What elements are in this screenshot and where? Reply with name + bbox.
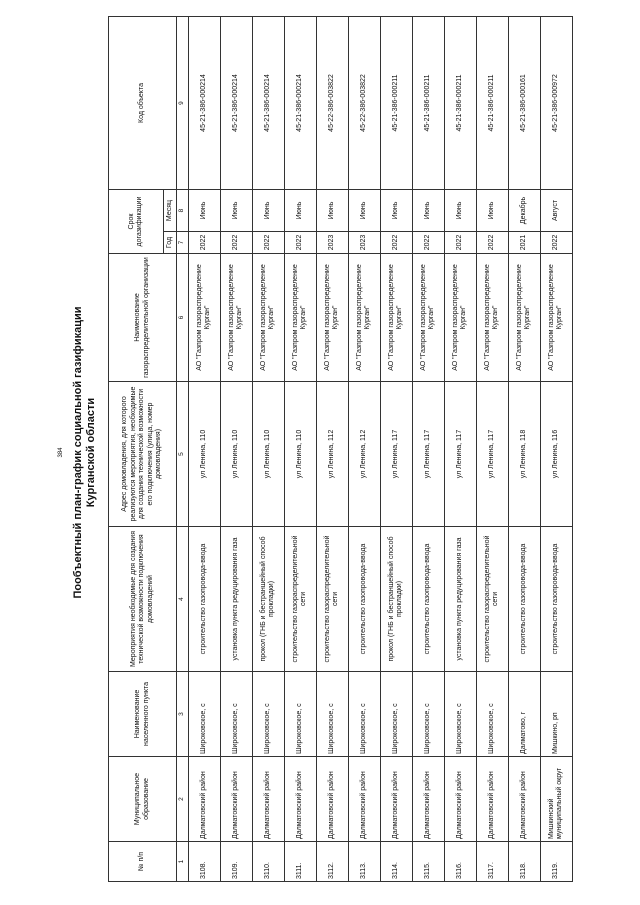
cell-organization: АО "Газпром газораспределение Курган" xyxy=(476,254,508,382)
cell-settlement: Широковское, с xyxy=(252,672,284,757)
cell-year: 2022 xyxy=(476,232,508,254)
cell-year: 2022 xyxy=(380,232,412,254)
header-address: Адрес домовладения, для которого реализуются мероприятия, необходимые для создания технической возможности его подключения (улица, номер домовладения) xyxy=(109,382,177,527)
column-number: 1 xyxy=(177,842,189,882)
cell-organization: АО "Газпром газораспределение Курган" xyxy=(540,254,572,382)
cell-year: 2021 xyxy=(508,232,540,254)
cell-object-code: 45-21-386-000161 xyxy=(508,17,540,190)
cell-municipality: Далматовский район xyxy=(188,757,220,842)
cell-year: 2022 xyxy=(540,232,572,254)
cell-num: 3116. xyxy=(444,842,476,882)
table-row xyxy=(348,17,380,882)
cell-municipality: Далматовский район xyxy=(220,757,252,842)
table-row xyxy=(540,17,572,882)
cell-organization: АО "Газпром газораспределение Курган" xyxy=(220,254,252,382)
table-row xyxy=(476,17,508,882)
title-line-1: Пообъектный план-график социальной газификации xyxy=(72,306,84,599)
cell-address: ул Ленина, 112 xyxy=(316,382,348,527)
cell-organization: АО "Газпром газораспределение Курган" xyxy=(412,254,444,382)
cell-address: ул Ленина, 117 xyxy=(380,382,412,527)
cell-municipality: Далматовский район xyxy=(412,757,444,842)
cell-object-code: 45-21-386-000211 xyxy=(444,17,476,190)
page-title xyxy=(72,0,98,905)
cell-month: Июнь xyxy=(348,190,380,232)
cell-municipality: Далматовский район xyxy=(284,757,316,842)
cell-month: Июнь xyxy=(412,190,444,232)
cell-measures: строительство газораспределительной сети xyxy=(476,527,508,672)
cell-settlement: Широковское, с xyxy=(220,672,252,757)
cell-measures: установка пункта редуцирования газа xyxy=(444,527,476,672)
cell-measures: строительство газопровода-ввода xyxy=(508,527,540,672)
header-measures: Мероприятия необходимые для создания технической возможности подключения домовладений xyxy=(109,527,177,672)
cell-object-code: 45-21-386-000211 xyxy=(476,17,508,190)
cell-organization: АО "Газпром газораспределение Курган" xyxy=(508,254,540,382)
column-number: 4 xyxy=(177,527,189,672)
cell-municipality: Далматовский район xyxy=(476,757,508,842)
cell-month: Июнь xyxy=(444,190,476,232)
cell-municipality: Мишкинский муниципальный округ xyxy=(540,757,572,842)
cell-num: 3112. xyxy=(316,842,348,882)
cell-year: 2022 xyxy=(444,232,476,254)
cell-measures: прокол (ГНБ и бестраншейный способ прокладки) xyxy=(380,527,412,672)
cell-month: Июнь xyxy=(284,190,316,232)
cell-year: 2023 xyxy=(316,232,348,254)
cell-settlement: Широковское, с xyxy=(476,672,508,757)
cell-num: 3118. xyxy=(508,842,540,882)
header-object-code: Код объекта xyxy=(109,17,177,190)
cell-year: 2023 xyxy=(348,232,380,254)
cell-settlement: Широковское, с xyxy=(316,672,348,757)
header-term: Срок догазификации xyxy=(109,190,164,254)
cell-month: Июнь xyxy=(316,190,348,232)
cell-month: Июнь xyxy=(220,190,252,232)
cell-object-code: 45-21-386-000214 xyxy=(188,17,220,190)
column-number: 6 xyxy=(177,254,189,382)
cell-object-code: 45-22-386-003822 xyxy=(348,17,380,190)
cell-measures: строительство газопровода-ввода xyxy=(540,527,572,672)
table-row xyxy=(188,17,220,882)
cell-organization: АО "Газпром газораспределение Курган" xyxy=(284,254,316,382)
cell-year: 2022 xyxy=(252,232,284,254)
cell-month: Август xyxy=(540,190,572,232)
cell-municipality: Далматовский район xyxy=(380,757,412,842)
cell-object-code: 45-21-386-000214 xyxy=(284,17,316,190)
cell-year: 2022 xyxy=(220,232,252,254)
cell-num: 3113. xyxy=(348,842,380,882)
cell-month: Июнь xyxy=(380,190,412,232)
cell-month: Декабрь xyxy=(508,190,540,232)
cell-organization: АО "Газпром газораспределение Курган" xyxy=(188,254,220,382)
cell-address: ул Ленина, 112 xyxy=(348,382,380,527)
cell-address: ул Ленина, 110 xyxy=(220,382,252,527)
cell-num: 3119. xyxy=(540,842,572,882)
cell-measures: строительство газораспределительной сети xyxy=(284,527,316,672)
column-number: 2 xyxy=(177,757,189,842)
cell-address: ул Ленина, 110 xyxy=(284,382,316,527)
cell-organization: АО "Газпром газораспределение Курган" xyxy=(252,254,284,382)
table-row xyxy=(284,17,316,882)
cell-month: Июнь xyxy=(476,190,508,232)
cell-settlement: Далматово, г xyxy=(508,672,540,757)
cell-address: ул Ленина, 117 xyxy=(412,382,444,527)
cell-measures: установка пункта редуцирования газа xyxy=(220,527,252,672)
cell-year: 2022 xyxy=(412,232,444,254)
column-number: 5 xyxy=(177,382,189,527)
cell-settlement: Широковское, с xyxy=(284,672,316,757)
cell-num: 3110. xyxy=(252,842,284,882)
table-row xyxy=(444,17,476,882)
header-num: № п/п xyxy=(109,842,177,882)
cell-object-code: 45-22-386-003822 xyxy=(316,17,348,190)
table-row xyxy=(412,17,444,882)
cell-measures: прокол (ГНБ и бестраншейный способ прокладки) xyxy=(252,527,284,672)
cell-object-code: 45-21-386-000214 xyxy=(220,17,252,190)
cell-year: 2022 xyxy=(284,232,316,254)
header-month: Месяц xyxy=(164,190,177,232)
cell-num: 3109. xyxy=(220,842,252,882)
table-row xyxy=(220,17,252,882)
gasification-table xyxy=(108,16,573,882)
cell-month: Июнь xyxy=(252,190,284,232)
header-settlement: Наименование населенного пункта xyxy=(109,672,177,757)
cell-num: 3108. xyxy=(188,842,220,882)
cell-measures: строительство газопровода-ввода xyxy=(412,527,444,672)
header-municipality: Муниципальное образование xyxy=(109,757,177,842)
cell-municipality: Далматовский район xyxy=(348,757,380,842)
cell-organization: АО "Газпром газораспределение Курган" xyxy=(444,254,476,382)
table-row xyxy=(508,17,540,882)
column-number: 3 xyxy=(177,672,189,757)
cell-organization: АО "Газпром газораспределение Курган" xyxy=(380,254,412,382)
cell-object-code: 45-21-386-000972 xyxy=(540,17,572,190)
cell-municipality: Далматовский район xyxy=(252,757,284,842)
header-year: Год xyxy=(164,232,177,254)
cell-organization: АО "Газпром газораспределение Курган" xyxy=(316,254,348,382)
cell-num: 3117. xyxy=(476,842,508,882)
cell-municipality: Далматовский район xyxy=(444,757,476,842)
cell-organization: АО "Газпром газораспределение Курган" xyxy=(348,254,380,382)
table-row xyxy=(316,17,348,882)
cell-year: 2022 xyxy=(188,232,220,254)
page-number: 384 xyxy=(58,447,64,458)
cell-month: Июнь xyxy=(188,190,220,232)
cell-object-code: 45-21-386-000211 xyxy=(380,17,412,190)
cell-municipality: Далматовский район xyxy=(508,757,540,842)
column-number: 9 xyxy=(177,17,189,190)
cell-measures: строительство газораспределительной сети xyxy=(316,527,348,672)
cell-object-code: 45-21-386-000214 xyxy=(252,17,284,190)
table-row xyxy=(380,17,412,882)
cell-num: 3114. xyxy=(380,842,412,882)
cell-address: ул Ленина, 110 xyxy=(188,382,220,527)
title-line-2: Курганской области xyxy=(85,397,97,508)
column-number: 7 xyxy=(177,232,189,254)
cell-measures: строительство газопровода-ввода xyxy=(348,527,380,672)
cell-municipality: Далматовский район xyxy=(316,757,348,842)
cell-address: ул Ленина, 110 xyxy=(252,382,284,527)
cell-settlement: Мишкино, рп xyxy=(540,672,572,757)
header-organization: Наименование газораспределительной организации xyxy=(109,254,177,382)
cell-num: 3111. xyxy=(284,842,316,882)
cell-address: ул Ленина, 116 xyxy=(540,382,572,527)
table-row xyxy=(252,17,284,882)
cell-address: ул Ленина, 118 xyxy=(508,382,540,527)
column-number: 8 xyxy=(177,190,189,232)
cell-num: 3115. xyxy=(412,842,444,882)
cell-settlement: Широковское, с xyxy=(380,672,412,757)
cell-address: ул Ленина, 117 xyxy=(476,382,508,527)
cell-settlement: Широковское, с xyxy=(444,672,476,757)
cell-settlement: Широковское, с xyxy=(348,672,380,757)
cell-address: ул Ленина, 117 xyxy=(444,382,476,527)
cell-settlement: Широковское, с xyxy=(188,672,220,757)
cell-measures: строительство газопровода-ввода xyxy=(188,527,220,672)
cell-settlement: Широковское, с xyxy=(412,672,444,757)
cell-object-code: 45-21-386-000211 xyxy=(412,17,444,190)
